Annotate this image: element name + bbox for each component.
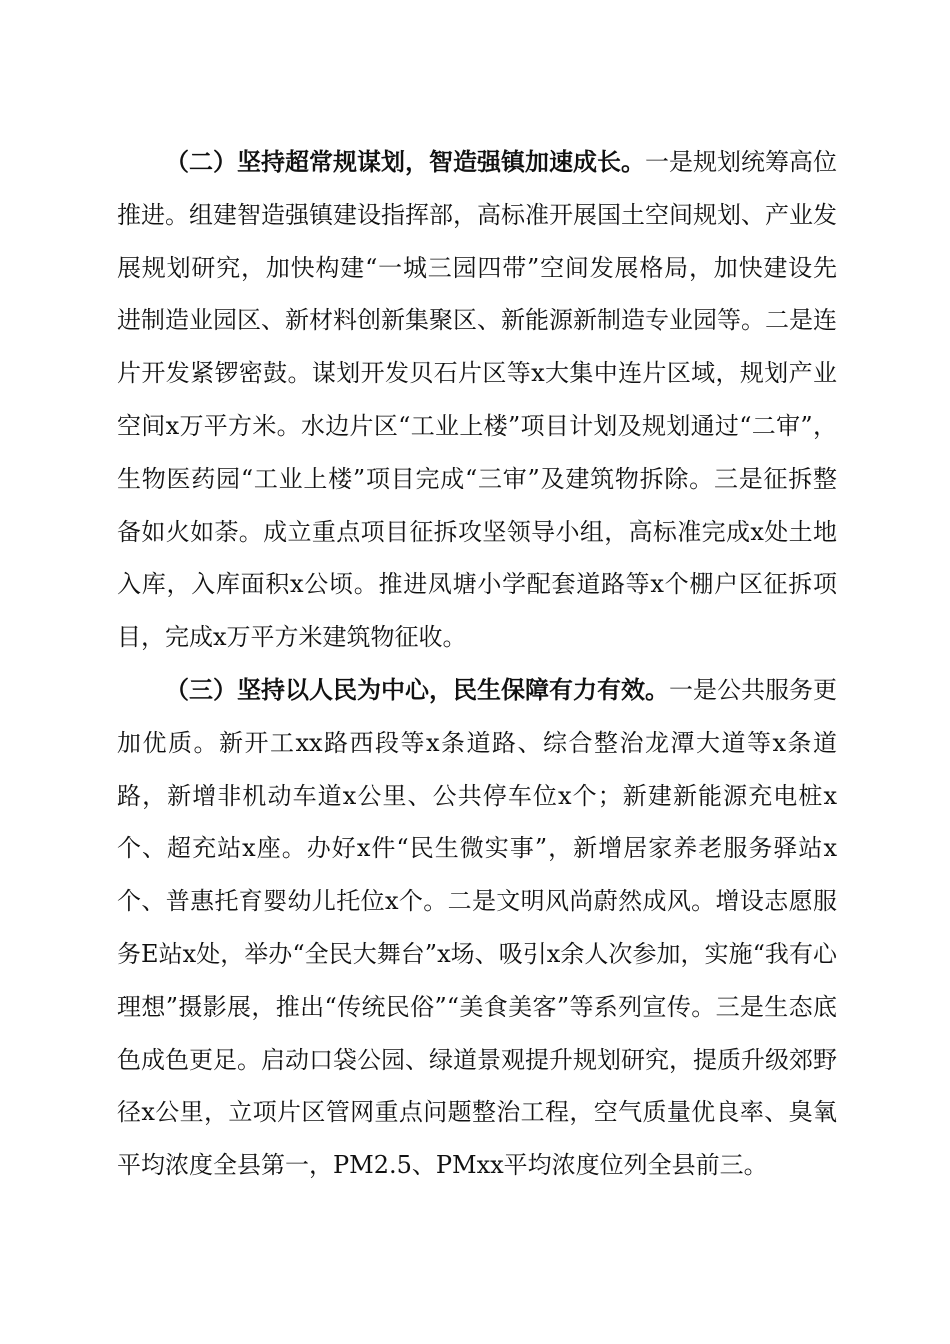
- section-3-heading: （三）坚持以人民为中心，民生保障有力有效。: [165, 674, 669, 704]
- section-3-body: 一是公共服务更加优质。新开工xx路西段等x条道路、综合整治龙潭大道等x条道路，新增非机动车道x公里、公共停车位x个；新建新能源充电桩x个、超充站x座。办好x件“民生微实事”，新增居家养老服务驿站x个、普惠托育婴幼儿托位x个。二是文明风尚蔚然成风。增设志愿服务E站x处，举办“全民大舞台”x场、吸引x余人次参加，实施“我有心理想”摄影展，推出“传统民俗”“美食美客”等系列宣传。三是生态底色成色更足。启动口袋公园、绿道景观提升规划研究，提质升级郊野径x公里，立项片区管网重点问题整治工程，空气质量优良率、臭氧平均浓度全县第一，PM2.5、PMxx平均浓度位列全县前三。: [117, 675, 837, 1180]
- document-body: [117, 136, 837, 1192]
- paragraph-section-2: [117, 136, 837, 664]
- section-2-heading: （二）坚持超常规谋划，智造强镇加速成长。: [165, 147, 645, 176]
- paragraph-section-3: [117, 664, 837, 1192]
- section-2-body: 一是规划统筹高位推进。组建智造强镇建设指挥部，高标准开展国土空间规划、产业发展规划研究，加快构建“一城三园四带”空间发展格局，加快建设先进制造业园区、新材料创新集聚区、新能源新制造专业园等。二是连片开发紧锣密鼓。谋划开发贝石片区等x大集中连片区域，规划产业空间x万平方米。水边片区“工业上楼”项目计划及规划通过“二审”，生物医药园“工业上楼”项目完成“三审”及建筑物拆除。三是征拆整备如火如荼。成立重点项目征拆攻坚领导小组，高标准完成x处土地入库，入库面积x公顷。推进凤塘小学配套道路等x个棚户区征拆项目，完成x万平方米建筑物征收。: [117, 148, 837, 652]
